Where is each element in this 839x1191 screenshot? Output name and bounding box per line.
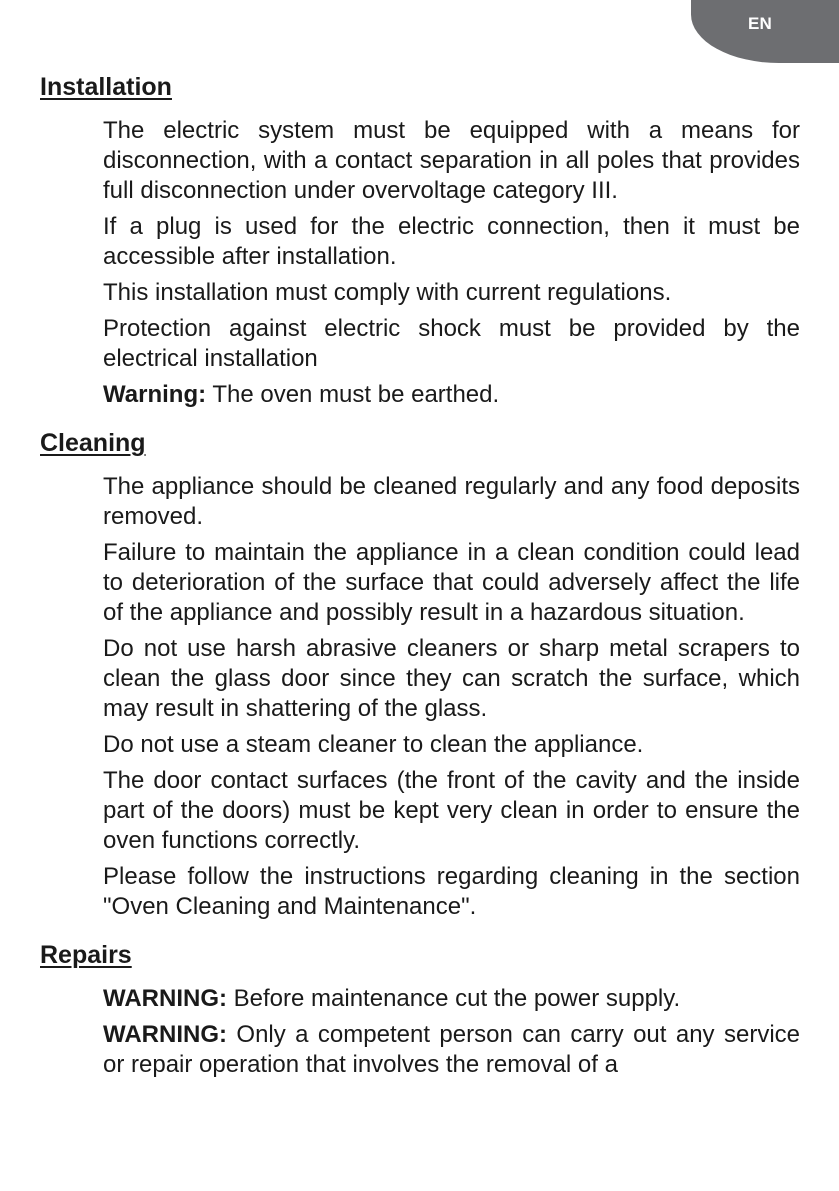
paragraph-text: Do not use harsh abrasive cleaners or sharp metal scrapers to clean the glass door since they can scratch the surface, which may result in shattering of the glass. (103, 635, 800, 722)
paragraph (103, 278, 800, 308)
paragraph-text: The oven must be earthed. (206, 381, 500, 408)
paragraph-warning (103, 984, 800, 1014)
paragraph (103, 730, 800, 760)
language-label: EN (748, 14, 773, 33)
section-installation (40, 70, 800, 410)
paragraph (103, 766, 800, 856)
paragraph-text: The appliance should be cleaned regularly and any food deposits removed. (103, 473, 800, 530)
paragraph-text: If a plug is used for the electric connection, then it must be accessible after installation. (103, 213, 800, 270)
paragraph (103, 862, 800, 922)
paragraph-text: Before maintenance cut the power supply. (226, 985, 681, 1012)
section-cleaning (40, 426, 800, 922)
paragraph (103, 212, 800, 272)
paragraph-text: Please follow the instructions regarding cleaning in the section "Oven Cleaning and Maintenance". (103, 863, 800, 920)
document-body (40, 70, 800, 1096)
paragraph (103, 634, 800, 724)
paragraph (103, 538, 800, 628)
section-heading: Cleaning (40, 429, 146, 457)
section-repairs (40, 938, 800, 1080)
paragraph-text: Protection against electric shock must be provided by the electrical installation (103, 315, 800, 372)
paragraph-text: Only a competent person can carry out any service or repair operation that involves the removal of a (103, 1021, 800, 1078)
paragraph (103, 116, 800, 206)
paragraph-warning (103, 380, 800, 410)
paragraph-text: This installation must comply with current regulations. (103, 279, 672, 306)
warning-label: Warning: (103, 381, 207, 408)
warning-label: WARNING: (103, 1021, 227, 1048)
section-heading: Installation (40, 73, 172, 101)
paragraph (103, 472, 800, 532)
paragraph-text: The door contact surfaces (the front of the cavity and the inside part of the doors) must be kept very clean in order to ensure the oven functions correctly. (103, 767, 800, 854)
paragraph-text: Failure to maintain the appliance in a clean condition could lead to deterioration of the surface that could adversely affect the life of the appliance and possibly result in a hazardous situation. (103, 539, 800, 626)
paragraph-text: Do not use a steam cleaner to clean the appliance. (103, 731, 644, 758)
paragraph-text: The electric system must be equipped with a means for disconnection, with a contact separation in all poles that provides full disconnection under overvoltage category III. (103, 117, 800, 204)
section-heading: Repairs (40, 941, 132, 969)
paragraph (103, 314, 800, 374)
warning-label: WARNING: (103, 985, 227, 1012)
paragraph-warning (103, 1020, 800, 1080)
